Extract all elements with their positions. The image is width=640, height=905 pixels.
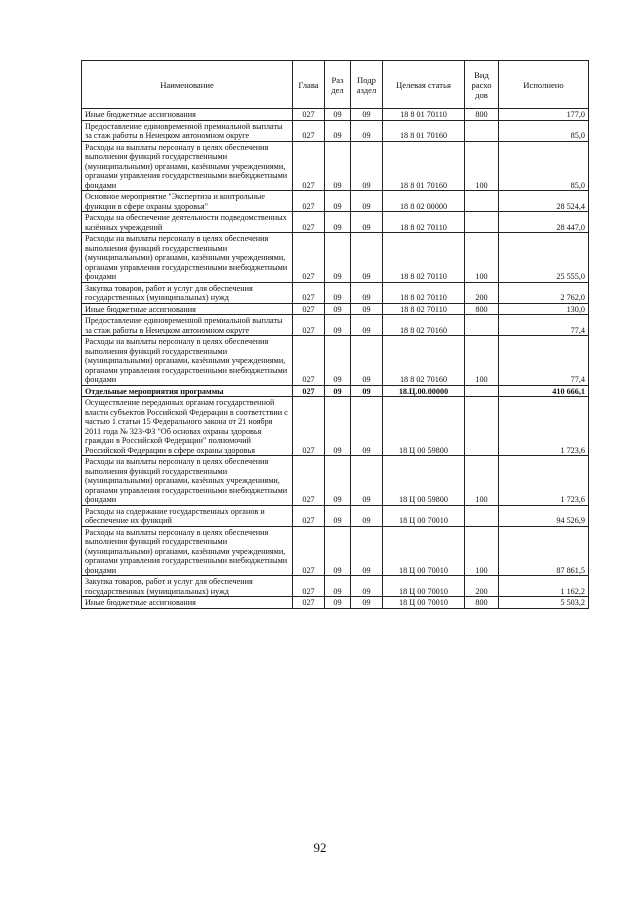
cell-celevaya-statya: 18 8 02 00000 xyxy=(383,191,465,212)
cell-podrazdel: 09 xyxy=(351,109,383,121)
cell-name: Расходы на выплаты персоналу в целях обеспечения выполнения функций государственными (муниципальными) органами, казёнными учреждениями, органами управления государственными внебюджетными фондами xyxy=(82,336,293,386)
table-row xyxy=(82,109,589,121)
cell-name: Иные бюджетные ассигнования xyxy=(82,109,293,121)
cell-glava: 027 xyxy=(293,109,325,121)
cell-podrazdel: 09 xyxy=(351,282,383,303)
cell-name: Расходы на выплаты персоналу в целях обеспечения выполнения функций государственными (муниципальными) органами, казённых учреждениями, органами управления государственными внебюджетными фондами xyxy=(82,456,293,506)
cell-razdel: 09 xyxy=(325,212,351,233)
cell-razdel: 09 xyxy=(325,109,351,121)
cell-podrazdel: 09 xyxy=(351,120,383,141)
cell-celevaya-statya: 18 8 01 70160 xyxy=(383,120,465,141)
budget-execution-table xyxy=(81,60,589,609)
table-row xyxy=(82,397,589,456)
cell-celevaya-statya: 18 8 02 70110 xyxy=(383,282,465,303)
cell-razdel: 09 xyxy=(325,336,351,386)
cell-podrazdel: 09 xyxy=(351,191,383,212)
table-row xyxy=(82,315,589,336)
cell-podrazdel: 09 xyxy=(351,212,383,233)
cell-name: Иные бюджетные ассигнования xyxy=(82,303,293,315)
cell-ispolneno: 28 447,0 xyxy=(499,212,589,233)
cell-celevaya-statya: 18 Ц 00 70010 xyxy=(383,597,465,609)
cell-celevaya-statya: 18 Ц 00 70010 xyxy=(383,576,465,597)
cell-celevaya-statya: 18 Ц 00 70010 xyxy=(383,526,465,576)
cell-glava: 027 xyxy=(293,191,325,212)
cell-razdel: 09 xyxy=(325,141,351,191)
cell-celevaya-statya: 18 8 02 70110 xyxy=(383,303,465,315)
table-row xyxy=(82,385,589,397)
cell-podrazdel: 09 xyxy=(351,233,383,283)
table-row xyxy=(82,141,589,191)
cell-vid-raskhodov: 800 xyxy=(465,597,499,609)
cell-glava: 027 xyxy=(293,282,325,303)
cell-ispolneno: 1 723,6 xyxy=(499,456,589,506)
cell-celevaya-statya: 18 8 02 70160 xyxy=(383,336,465,386)
cell-razdel: 09 xyxy=(325,576,351,597)
cell-name: Осуществление переданных органам государственной власти субъектов Российской Федерации в соответствии с частью 1 статьи 15 Федерального закона от 21 ноября 2011 года № 323-ФЗ "Об основах охраны здоровья граждан в Российской Федерации" полномочий Российской Федерации в сфере охраны здоровья xyxy=(82,397,293,456)
cell-razdel: 09 xyxy=(325,303,351,315)
cell-podrazdel: 09 xyxy=(351,303,383,315)
table-row xyxy=(82,576,589,597)
cell-razdel: 09 xyxy=(325,385,351,397)
table-row xyxy=(82,597,589,609)
cell-podrazdel: 09 xyxy=(351,315,383,336)
cell-ispolneno: 1 723,6 xyxy=(499,397,589,456)
cell-ispolneno: 94 526,9 xyxy=(499,505,589,526)
cell-glava: 027 xyxy=(293,526,325,576)
cell-name: Отдельные мероприятия программы xyxy=(82,385,293,397)
table-row xyxy=(82,282,589,303)
cell-podrazdel: 09 xyxy=(351,397,383,456)
cell-ispolneno: 77,4 xyxy=(499,336,589,386)
cell-glava: 027 xyxy=(293,336,325,386)
cell-vid-raskhodov xyxy=(465,505,499,526)
cell-name: Расходы на выплаты персоналу в целях обеспечения выполнения функций государственными (муниципальными) органами, казёнными учреждениями, органами управления государственными внебюджетными фондами xyxy=(82,526,293,576)
cell-vid-raskhodov: 100 xyxy=(465,526,499,576)
page-number: 92 xyxy=(313,840,327,855)
cell-glava: 027 xyxy=(293,456,325,506)
table-row xyxy=(82,456,589,506)
cell-celevaya-statya: 18 Ц 00 59800 xyxy=(383,397,465,456)
cell-podrazdel: 09 xyxy=(351,141,383,191)
cell-vid-raskhodov: 200 xyxy=(465,282,499,303)
cell-ispolneno: 1 162,2 xyxy=(499,576,589,597)
cell-ispolneno: 130,0 xyxy=(499,303,589,315)
cell-celevaya-statya: 18.Ц.00.00000 xyxy=(383,385,465,397)
table-row xyxy=(82,212,589,233)
cell-ispolneno: 87 861,5 xyxy=(499,526,589,576)
cell-name: Иные бюджетные ассигнования xyxy=(82,597,293,609)
cell-celevaya-statya: 18 8 02 70160 xyxy=(383,315,465,336)
cell-razdel: 09 xyxy=(325,505,351,526)
cell-vid-raskhodov: 100 xyxy=(465,233,499,283)
cell-ispolneno: 5 503,2 xyxy=(499,597,589,609)
cell-ispolneno: 25 555,0 xyxy=(499,233,589,283)
cell-ispolneno: 85,0 xyxy=(499,141,589,191)
cell-podrazdel: 09 xyxy=(351,336,383,386)
header-razdel: Раз дел xyxy=(325,61,351,109)
cell-ispolneno: 177,0 xyxy=(499,109,589,121)
cell-name: Расходы на обеспечение деятельности подведомственных казённых учреждений xyxy=(82,212,293,233)
cell-celevaya-statya: 18 8 02 70110 xyxy=(383,233,465,283)
cell-razdel: 09 xyxy=(325,397,351,456)
cell-vid-raskhodov: 800 xyxy=(465,303,499,315)
cell-glava: 027 xyxy=(293,576,325,597)
table-row xyxy=(82,505,589,526)
cell-glava: 027 xyxy=(293,120,325,141)
cell-vid-raskhodov xyxy=(465,315,499,336)
cell-name: Расходы на содержание государственных органов и обеспечение их функций xyxy=(82,505,293,526)
cell-celevaya-statya: 18 Ц 00 70010 xyxy=(383,505,465,526)
cell-vid-raskhodov xyxy=(465,191,499,212)
cell-razdel: 09 xyxy=(325,526,351,576)
cell-name: Предоставление единовременной премиальной выплаты за стаж работы в Ненецком автономном округе xyxy=(82,120,293,141)
cell-glava: 027 xyxy=(293,397,325,456)
cell-vid-raskhodov: 100 xyxy=(465,141,499,191)
cell-vid-raskhodov: 200 xyxy=(465,576,499,597)
table-row xyxy=(82,303,589,315)
cell-glava: 027 xyxy=(293,141,325,191)
table-row xyxy=(82,120,589,141)
table-header-row xyxy=(82,61,589,109)
cell-razdel: 09 xyxy=(325,597,351,609)
cell-razdel: 09 xyxy=(325,233,351,283)
cell-glava: 027 xyxy=(293,315,325,336)
cell-vid-raskhodov: 100 xyxy=(465,456,499,506)
cell-glava: 027 xyxy=(293,212,325,233)
cell-name: Закупка товаров, работ и услуг для обеспечения государственных (муниципальных) нужд xyxy=(82,282,293,303)
cell-razdel: 09 xyxy=(325,315,351,336)
cell-glava: 027 xyxy=(293,233,325,283)
cell-celevaya-statya: 18 Ц 00 59800 xyxy=(383,456,465,506)
cell-vid-raskhodov xyxy=(465,397,499,456)
cell-ispolneno: 85,0 xyxy=(499,120,589,141)
cell-vid-raskhodov: 800 xyxy=(465,109,499,121)
cell-vid-raskhodov xyxy=(465,385,499,397)
cell-podrazdel: 09 xyxy=(351,456,383,506)
cell-podrazdel: 09 xyxy=(351,526,383,576)
table-row xyxy=(82,336,589,386)
cell-name: Основное мероприятие "Экспертиза и контрольные функции в сфере охраны здоровья" xyxy=(82,191,293,212)
cell-glava: 027 xyxy=(293,505,325,526)
cell-vid-raskhodov xyxy=(465,212,499,233)
cell-vid-raskhodov xyxy=(465,120,499,141)
cell-glava: 027 xyxy=(293,303,325,315)
cell-podrazdel: 09 xyxy=(351,576,383,597)
cell-name: Расходы на выплаты персоналу в целях обеспечения выполнения функций государственными (муниципальными) органами, казёнными учреждениями, органами управления государственными внебюджетными фондами xyxy=(82,141,293,191)
cell-podrazdel: 09 xyxy=(351,505,383,526)
header-name: Наименование xyxy=(82,61,293,109)
header-glava: Глава xyxy=(293,61,325,109)
cell-name: Предоставление единовременной премиальной выплаты за стаж работы в Ненецком автономном округе xyxy=(82,315,293,336)
cell-glava: 027 xyxy=(293,385,325,397)
cell-ispolneno: 77,4 xyxy=(499,315,589,336)
cell-vid-raskhodov: 100 xyxy=(465,336,499,386)
cell-razdel: 09 xyxy=(325,120,351,141)
cell-celevaya-statya: 18 8 01 70110 xyxy=(383,109,465,121)
table-body xyxy=(82,109,589,609)
table-row xyxy=(82,191,589,212)
header-podrazdel: Подр аздел xyxy=(351,61,383,109)
cell-razdel: 09 xyxy=(325,282,351,303)
header-ispolneno: Исполнено xyxy=(499,61,589,109)
header-vid-raskhodov: Вид расхо дов xyxy=(465,61,499,109)
cell-name: Расходы на выплаты персоналу в целях обеспечения выполнения функций государственными (муниципальными) органами, казёнными учреждениями, органами управления государственными внебюджетными фондами xyxy=(82,233,293,283)
cell-podrazdel: 09 xyxy=(351,597,383,609)
cell-celevaya-statya: 18 8 02 70110 xyxy=(383,212,465,233)
table-row xyxy=(82,526,589,576)
cell-ispolneno: 410 666,1 xyxy=(499,385,589,397)
cell-podrazdel: 09 xyxy=(351,385,383,397)
table-row xyxy=(82,233,589,283)
cell-ispolneno: 28 524,4 xyxy=(499,191,589,212)
cell-celevaya-statya: 18 8 01 70160 xyxy=(383,141,465,191)
header-celevaya-statya: Целевая статья xyxy=(383,61,465,109)
cell-razdel: 09 xyxy=(325,456,351,506)
cell-glava: 027 xyxy=(293,597,325,609)
cell-name: Закупка товаров, работ и услуг для обеспечения государственных (муниципальных) нужд xyxy=(82,576,293,597)
cell-ispolneno: 2 762,0 xyxy=(499,282,589,303)
cell-razdel: 09 xyxy=(325,191,351,212)
